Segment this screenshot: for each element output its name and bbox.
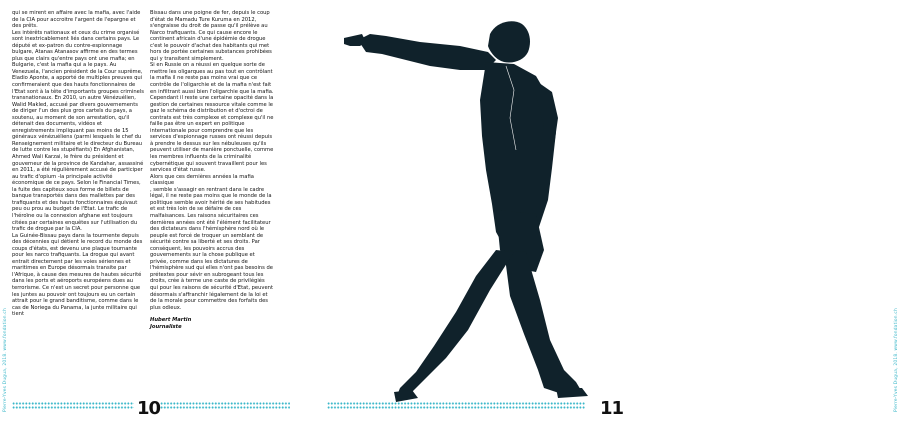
left-text-column (12, 10, 144, 318)
paragraph: Les intérêts nationaux et ceux du crime organisé sont inextricablement liés dans certains pays. Le député et ex-patron du contre-espionnage bulgare, Atanas Atanasov affirme en des termes plus que clairs qu'entre pays ont une mafia; en Bulgarie, c'est la mafia qui a le pays. Au Venezuela, l'ancien président de la Cour suprême, Eladio Aponte, a apporté de multiples preuves qui confirmeraient que des hauts fonctionnaires de l'Etat sont à la tête d'importants groupes criminels transnationaux. En 2010, un autre Vénézuélien, Walid Makled, accusé par divers gouvernements de diriger l'un des plus gros cartels du pays, a soutenu, au moment de son arrestation, qu'il détenait des documents, vidéos et enregistrements impliquant pas moins de 15 généraux vénézuéliens (parmi lesquels le chef du Renseignement militaire et le directeur du Bureau de lutte contre les stupéfiants) En Afghanistan, Ahmed Wali Karzai, le frère du président et gouverneur de la province de Kandahar, assassiné en 2011, a été régulièrement accusé de participer au trafic d'opium -la principale activité économique de ce pays. Selon le Financial Times, la fuite des capiteux sous forme de billets de banque transportés dans des mallettes par des trafiquants et des hauts fonctionnaires équivaut peu ou prou au budget de l'Etat. Le trafic de l'héroïne ou la connexion afghane est toujours citées par certaines enquêtes sur l'utilisation du trafic de drogue par la CIA. (12, 29, 144, 233)
decorative-dots (327, 402, 585, 405)
paragraph: Alors que ces dernières années la mafia classique (150, 173, 254, 187)
decorative-dots (327, 406, 585, 409)
paragraph: Si en Russie on a réussi en quelque sorte de mettre les oligarques au pas tout en contrôlant la mafia il ne reste pas moins vrai que ce contrôle de l'oligarchie et de la mafia n'est fait en infiltrant aussi bien l'oligarchie que la mafia. Cependant il reste une certaine opacité dans la gestion de certaines ressource vitale comme le gaz le schéma de distribution et d'octroi de contrats est très complexe et complexe qu'il ne faille pas être un expert en politique internationale pour comprendre que les services d'espionnage russes ont réussi depuis à prendre le dessus sur les nébuleuses qu'ils peuvent utiliser de manière ponctuelle, comme les membres influents de la criminalité cybernétique qui souvent travaillent pour les services d'état russe. (150, 62, 274, 174)
author-name: Hubert Martin (150, 317, 192, 324)
decorative-dots (12, 402, 134, 405)
author-role: Journaliste (150, 323, 182, 330)
right-page-credit: Pierre-Yves Dugua, 2018. www.fondation.ch (894, 308, 899, 412)
decorative-dots (12, 406, 134, 409)
page-number-right: 11 (600, 398, 624, 419)
right-page (300, 0, 899, 424)
decorative-dots (160, 402, 290, 405)
paragraph: , semble s'assagir en rentrant dans le cadre légal, il ne reste pas moins que le monde de la politique semble avoir hérité de ses habitudes et est très loin de se défaire de ces malfaisances. Les raisons sécuritaires ces dernières années ont été l'élément facilitateur des dictateurs dans l'hémisphère nord où le peuple est forcé de troquer un semblant de sécurité contre sa liberté et ses droits. Par conséquent, les pouvoirs accrus des gouvernements sur la chose publique et privée, comme dans les dictatures de l'hémisphère sud qui elles n'ont pas besoins de prétextes pour sévir en subrogeant tous les droits, crée à terme une caste de privilégiés qui pour les raisons de sécurité d'Etat, peuvent désormais s'affranchir légalement de la loi et de la morale pour commettre des forfaits des plus odieux. (150, 186, 274, 311)
paragraph: Bissau dans une poigne de fer, depuis le coup d'état de Mamadu Ture Kuruma en 2012, s'engraisse du droit de passe qu'il prélève au Narco trafiquants. Ce qui cause encore le continent africain d'une épidémie de drogue c'est le pouvoir d'achat des habitants qui met hors de portée certaines substances prohibées qui y transitent simplement. (150, 10, 272, 62)
paragraph: La Guinée-Bissau pays dans la tourmente depuis des décennies qui détient le record du monde des coups d'états, est devenu une plaque tournante pour les narco trafiquants. La drogue qui avant entrait directement par les voies sériennes et maritimes en Europe désormais transite par l'Afrique, à cause des mesures de hautes sécurité dans les ports et aéroports européens dues au terrorisme. Ce n'est un secret pour personne que les juntes au pouvoir ont toujours eu un certain attrait pour le grand banditisme, comme dans le cas de Noriega du Panama, la junte militaire qui tient (12, 232, 143, 318)
paragraph: qui se mirent en affaire avec la mafia, avec l'aide de la CIA pour accroitre l'argent de l'epargne et des prêts. (12, 10, 141, 30)
left-page-credit: Pierre-Yves Dugua, 2018. www.fondation.ch (3, 308, 8, 412)
left-text-column-2 (150, 10, 274, 330)
page-number-left: 10 (137, 398, 161, 419)
decorative-dots (160, 406, 290, 409)
left-page (0, 0, 300, 424)
